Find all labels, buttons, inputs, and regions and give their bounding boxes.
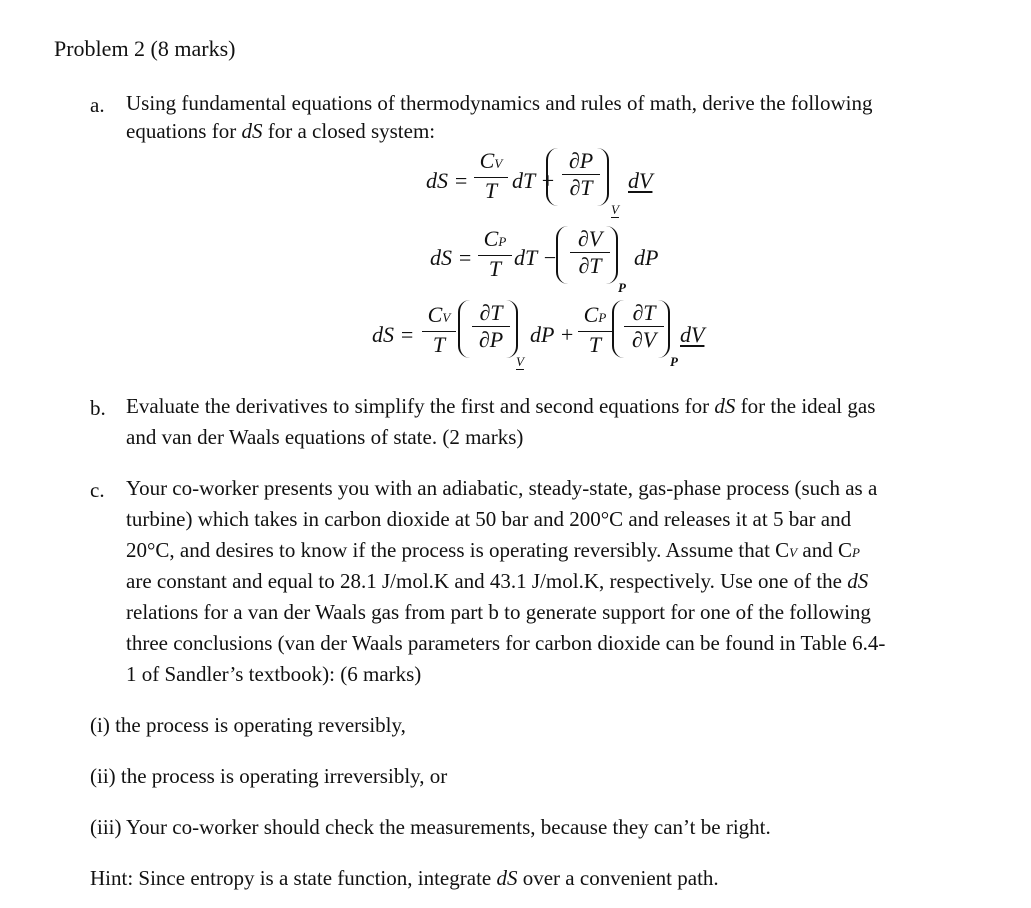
part-c-line3: 20°C, and desires to know if the process is operating reversibly. Assume that CV and CP <box>126 538 860 562</box>
eq3-cv-over-t: CV T <box>422 302 456 358</box>
part-c-line5: relations for a van der Waals gas from part b to generate support for one of the following <box>126 600 871 624</box>
eq1-right-paren <box>595 148 609 206</box>
hint: Hint: Since entropy is a state function, integrate dS over a convenient path. <box>90 866 719 890</box>
eq2-subscript: P <box>618 280 626 295</box>
part-b-line2: and van der Waals equations of state. (2 marks) <box>126 425 524 449</box>
eq1-cv-over-t: CV T <box>474 148 508 204</box>
part-a-label: a. <box>90 93 105 117</box>
eq3-lhs: dS = <box>372 322 415 347</box>
eq2-right-paren <box>604 226 618 284</box>
eq3-subscript-2: P <box>670 354 678 369</box>
eq1-left-paren <box>546 148 560 206</box>
option-ii: (ii) the process is operating irreversibly, or <box>90 764 448 788</box>
part-b-label: b. <box>90 396 106 420</box>
part-c-line1: Your co-worker presents you with an adiabatic, steady-state, gas-phase process (such as a <box>126 476 878 500</box>
eq3-right-paren-1 <box>504 300 518 358</box>
eq1-dv: dV <box>628 168 653 193</box>
eq3-right-paren-2 <box>656 300 670 358</box>
eq3-cp-over-t: CP T <box>578 302 612 358</box>
eq1-subscript: V <box>611 202 619 217</box>
eq2-dp: dP <box>634 245 659 270</box>
eq1-dp-dt: ∂P ∂T <box>562 148 600 201</box>
ds-var: dS <box>241 119 263 143</box>
eq2-cp-over-t: CP T <box>478 226 512 282</box>
eq3-dp: dP + <box>530 322 575 347</box>
part-c-line6: three conclusions (van der Waals parameters for carbon dioxide can be found in Table 6.4- <box>126 631 886 655</box>
eq2-lhs: dS = <box>430 245 473 270</box>
eq3-left-paren-1 <box>458 300 472 358</box>
part-a-line2: equations for dS for a closed system: <box>126 119 436 143</box>
eq2-dt: dT − <box>514 245 558 270</box>
part-b-line1: Evaluate the derivatives to simplify the first and second equations for dS for the ideal gas <box>126 394 876 418</box>
part-c-line4: are constant and equal to 28.1 J/mol.K and 43.1 J/mol.K, respectively. Use one of the dS <box>126 569 869 593</box>
eq2-dv-dt: ∂V ∂T <box>570 226 610 279</box>
eq2-left-paren <box>556 226 570 284</box>
part-a-line1: Using fundamental equations of thermodynamics and rules of math, derive the following <box>126 91 873 115</box>
problem-title: Problem 2 (8 marks) <box>54 36 236 61</box>
part-c-line2: turbine) which takes in carbon dioxide at 50 bar and 200°C and releases it at 5 bar and <box>126 507 852 531</box>
eq1-dt: dT + <box>512 168 556 193</box>
eq3-subscript-1: V <box>516 354 524 369</box>
option-iii: (iii) Your co-worker should check the measurements, because they can’t be right. <box>90 815 771 839</box>
part-c-label: c. <box>90 478 105 502</box>
eq3-dt-dv: ∂T ∂V <box>624 300 664 353</box>
eq3-dt-dp: ∂T ∂P <box>472 300 510 353</box>
option-i: (i) the process is operating reversibly, <box>90 713 406 737</box>
eq1-lhs: dS = <box>426 168 469 193</box>
eq3-dv: dV <box>680 322 705 347</box>
part-c-line7: 1 of Sandler’s textbook): (6 marks) <box>126 662 422 686</box>
